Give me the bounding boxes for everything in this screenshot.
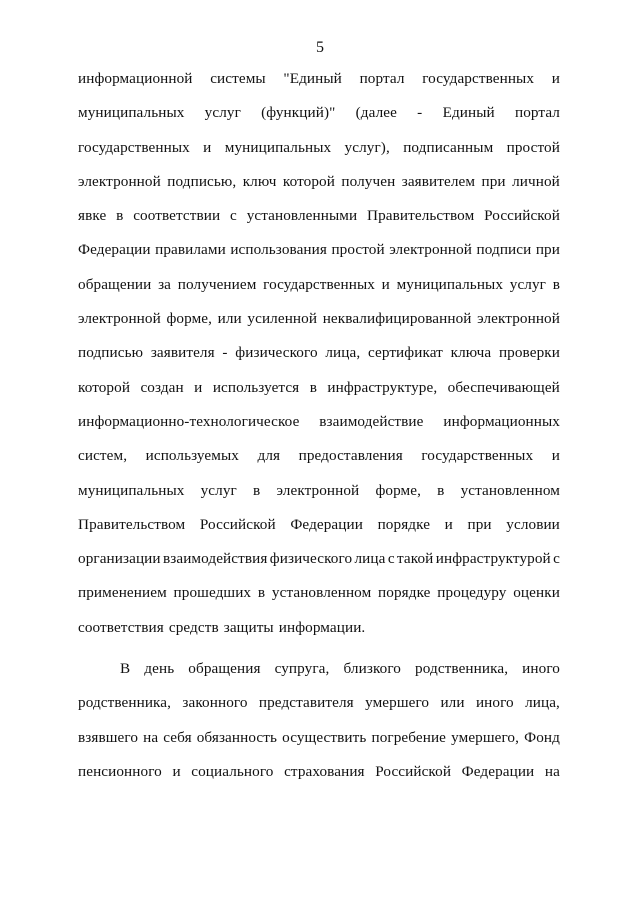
text-line: явке в соответствии с установленными Правительством Российской — [78, 207, 560, 225]
text-line: Правительством Российской Федерации порядке и при условии — [78, 515, 560, 533]
text-line: электронной подписью, ключ которой получен заявителем при личной — [78, 172, 560, 190]
text-line: Федерации правилами использования простой электронной подписи при — [78, 241, 560, 259]
text-line: подписью заявителя - физического лица, сертификат ключа проверки — [78, 344, 560, 362]
paragraph-2 — [78, 652, 560, 789]
text-line: применением прошедших в установленном порядке процедуру оценки — [78, 584, 560, 602]
text-line: электронной форме, или усиленной неквалифицированной электронной — [78, 310, 560, 328]
text-line: пенсионного и социального страхования Российской Федерации на — [78, 762, 560, 780]
text-line: организации взаимодействия физического лица с такой инфраструктурой с — [78, 550, 560, 568]
text-line: В день обращения супруга, близкого родственника, иного — [120, 660, 560, 677]
paragraph-1 — [78, 62, 560, 645]
text-line: информационно-технологическое взаимодействие информационных — [78, 412, 560, 430]
text-line: родственника, законного представителя умершего или иного лица, — [78, 694, 560, 712]
text-line: информационной системы "Единый портал государственных и — [78, 70, 560, 87]
text-line: взявшего на себя обязанность осуществить погребение умершего, Фонд — [78, 728, 560, 746]
text-line: муниципальных услуг (функций)" (далее - Единый портал — [78, 104, 560, 122]
page-number: 5 — [316, 39, 324, 56]
text-line: систем, используемых для предоставления государственных и — [78, 447, 560, 465]
text-line: государственных и муниципальных услуг), подписанным простой — [78, 138, 560, 156]
text-line: обращении за получением государственных и муниципальных услуг в — [78, 275, 560, 293]
text-line: которой создан и используется в инфраструктуре, обеспечивающей — [78, 378, 560, 396]
text-line: соответствия средств защиты информации. — [78, 618, 366, 636]
text-line: муниципальных услуг в электронной форме, в установленном — [78, 481, 560, 499]
